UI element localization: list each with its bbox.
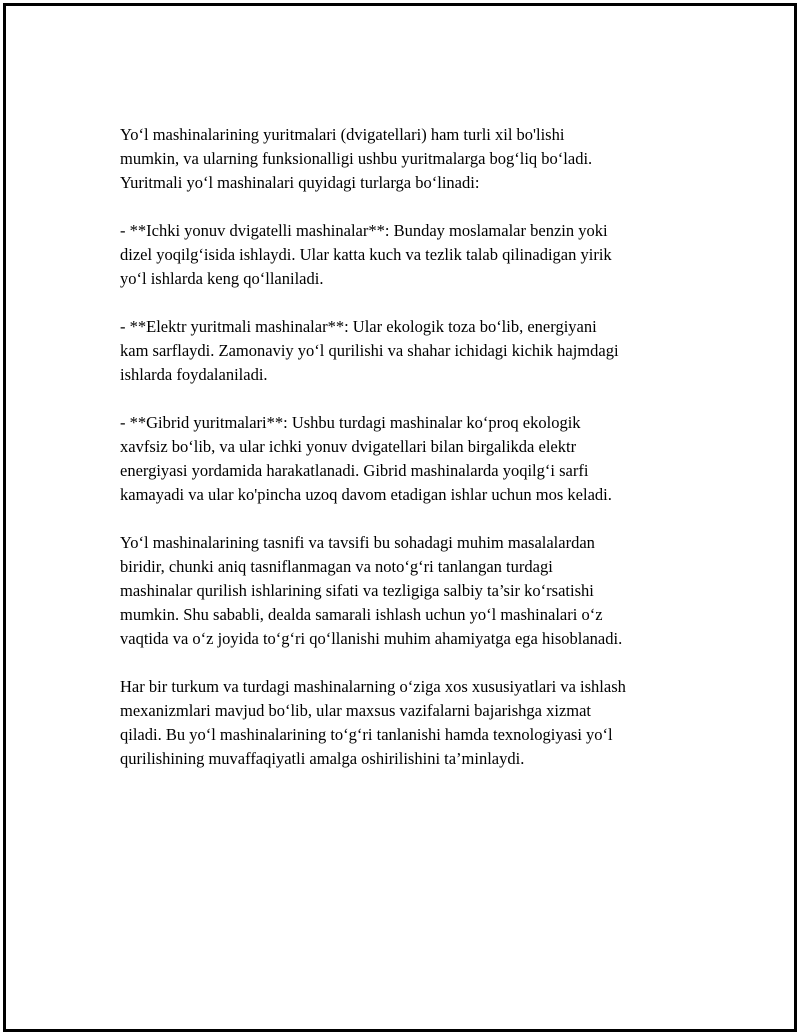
- text-line: ishlarda foydalaniladi.: [120, 365, 268, 384]
- text-line: mashinalar qurilish ishlarining sifati va tezligiga salbiy ta’sir ko‘rsatishi: [120, 581, 594, 600]
- paragraph-intro: [120, 123, 710, 195]
- paragraph-ichki-yonuv: [120, 219, 710, 291]
- document-page: [3, 3, 797, 1032]
- text-line: qiladi. Bu yo‘l mashinalarining to‘g‘ri tanlanishi hamda texnologiyasi yo‘l: [120, 725, 613, 744]
- text-line: - **Elektr yuritmali mashinalar**: Ular ekologik toza bo‘lib, energiyani: [120, 317, 597, 336]
- text-line: yo‘l ishlarda keng qo‘llaniladi.: [120, 269, 324, 288]
- text-line: Yuritmali yo‘l mashinalari quyidagi turlarga bo‘linadi:: [120, 173, 480, 192]
- text-line: - **Ichki yonuv dvigatelli mashinalar**: Bunday moslamalar benzin yoki: [120, 221, 608, 240]
- paragraph-tasnif: [120, 531, 710, 651]
- text-line: xavfsiz bo‘lib, va ular ichki yonuv dvigatellari bilan birgalikda elektr: [120, 437, 577, 456]
- text-line: biridir, chunki aniq tasniflanmagan va noto‘g‘ri tanlangan turdagi: [120, 557, 553, 576]
- text-line: energiyasi yordamida harakatlanadi. Gibrid mashinalarda yoqilg‘i sarfi: [120, 461, 589, 480]
- text-line: qurilishining muvaffaqiyatli amalga oshirilishini ta’minlaydi.: [120, 749, 525, 768]
- text-line: mumkin, va ularning funksionalligi ushbu yuritmalarga bog‘liq bo‘ladi.: [120, 149, 593, 168]
- document-body: [120, 123, 710, 795]
- paragraph-xulosa: [120, 675, 710, 771]
- text-line: kamayadi va ular ko'pincha uzoq davom etadigan ishlar uchun mos keladi.: [120, 485, 612, 504]
- text-line: - **Gibrid yuritmalari**: Ushbu turdagi mashinalar ko‘proq ekologik: [120, 413, 581, 432]
- text-line: mumkin. Shu sababli, dealda samarali ishlash uchun yo‘l mashinalari o‘z: [120, 605, 603, 624]
- text-line: dizel yoqilg‘isida ishlaydi. Ular katta kuch va tezlik talab qilinadigan yirik: [120, 245, 612, 264]
- text-line: Yo‘l mashinalarining yuritmalari (dvigatellari) ham turli xil bo'lishi: [120, 125, 565, 144]
- text-line: kam sarflaydi. Zamonaviy yo‘l qurilishi va shahar ichidagi kichik hajmdagi: [120, 341, 619, 360]
- paragraph-elektr: [120, 315, 710, 387]
- text-line: Yo‘l mashinalarining tasnifi va tavsifi bu sohadagi muhim masalalardan: [120, 533, 595, 552]
- text-line: mexanizmlari mavjud bo‘lib, ular maxsus vazifalarni bajarishga xizmat: [120, 701, 592, 720]
- text-line: Har bir turkum va turdagi mashinalarning o‘ziga xos xususiyatlari va ishlash: [120, 677, 626, 696]
- text-line: vaqtida va o‘z joyida to‘g‘ri qo‘llanishi muhim ahamiyatga ega hisoblanadi.: [120, 629, 623, 648]
- paragraph-gibrid: [120, 411, 710, 507]
